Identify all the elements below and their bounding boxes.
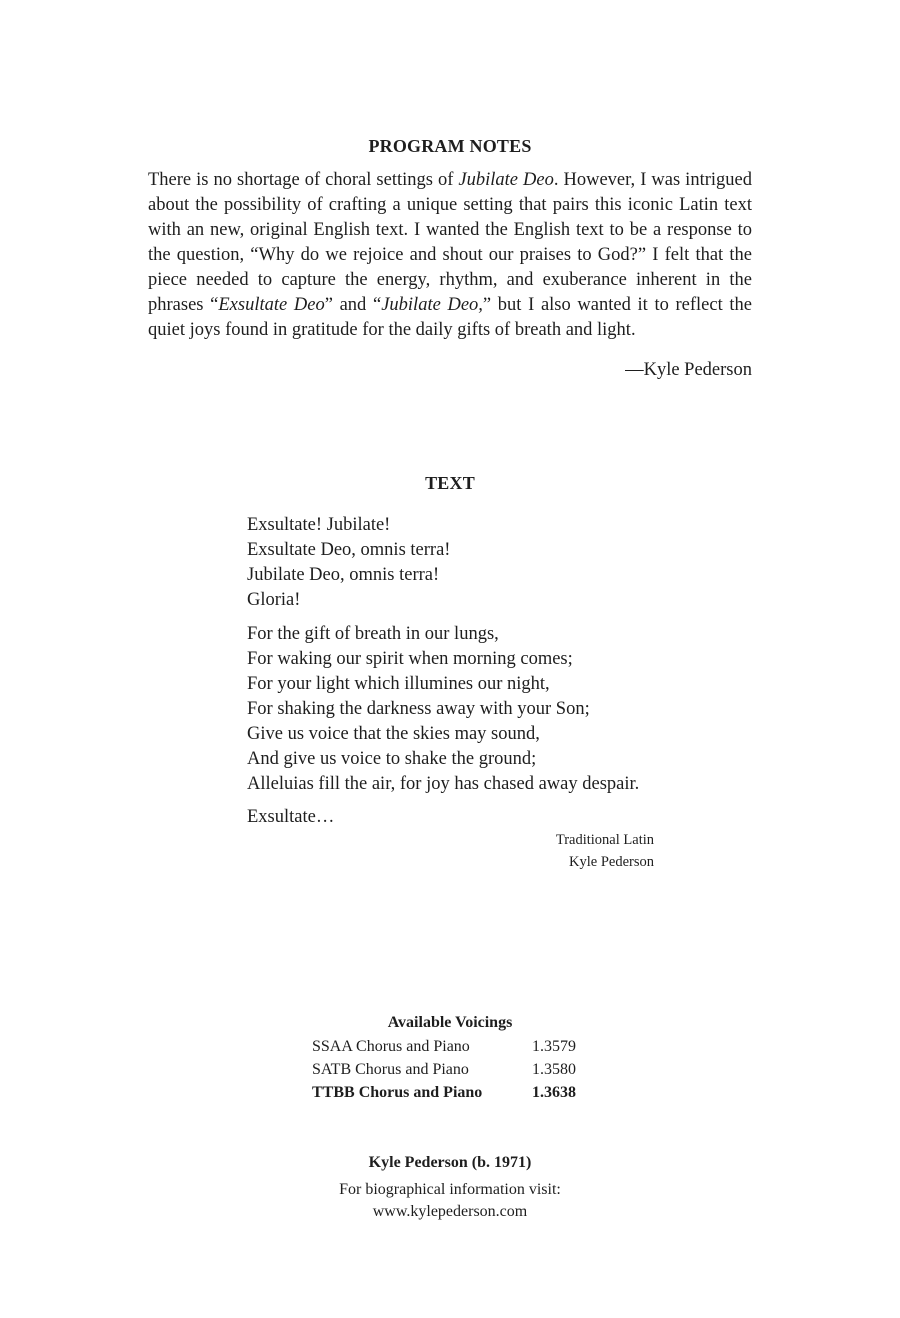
voicing-row (0, 1084, 900, 1107)
italic-title: Jubilate Deo (458, 170, 554, 190)
poem-line: Give us voice that the skies may sound, (247, 724, 540, 744)
voicing-catalog-number: 1.3638 (532, 1084, 576, 1101)
credit-line: Kyle Pederson (569, 854, 654, 870)
voicing-catalog-number: 1.3579 (532, 1038, 576, 1055)
voicings-title: Available Voicings (387, 1014, 513, 1031)
poem-line: Exsultate! Jubilate! (247, 515, 391, 535)
program-notes-line (148, 168, 752, 193)
poem-line: Exsultate… (247, 807, 335, 827)
poem-line: For shaking the darkness away with your Son; (247, 699, 590, 719)
voicing-name: TTBB Chorus and Piano (312, 1084, 483, 1101)
poem-stanza-2 (247, 622, 667, 797)
notes-text: about the possibility of crafting a unique setting that pairs this iconic Latin text (148, 195, 752, 215)
italic-title: Exsultate Deo (218, 295, 325, 315)
poem-line: And give us voice to shake the ground; (247, 749, 537, 769)
voicing-row (0, 1038, 900, 1061)
program-notes-line (148, 268, 752, 293)
available-voicings (0, 1014, 900, 1107)
voicings-list (0, 1038, 900, 1107)
notes-text: with an new, original English text. I wanted the English text to be a response to (148, 220, 752, 240)
program-notes-line (148, 193, 752, 218)
notes-text: quiet joys found in gratitude for the daily gifts of breath and light. (148, 320, 636, 340)
composer-bio-line: For biographical information visit: (339, 1181, 561, 1198)
program-notes-line (148, 293, 752, 318)
poem-stanza-3 (247, 805, 667, 830)
program-notes-body (148, 168, 752, 343)
poem-line: For waking our spirit when morning comes; (247, 649, 573, 669)
notes-text: . However, I was intrigued (553, 170, 752, 190)
notes-text: piece needed to capture the energy, rhythm, and exuberance inherent in the (148, 270, 752, 290)
poem-line: For the gift of breath in our lungs, (247, 624, 499, 644)
notes-text: There is no shortage of choral settings of (148, 170, 459, 190)
notes-text: ” and “ (324, 295, 382, 315)
poem-line: Jubilate Deo, omnis terra! (247, 565, 440, 585)
voicing-name: SATB Chorus and Piano (312, 1061, 469, 1078)
poem-line: Alleluias fill the air, for joy has chased away despair. (247, 774, 640, 794)
notes-text: the question, “Why do we rejoice and shout our praises to God?” I felt that the (148, 245, 752, 265)
poem-stanza-1 (247, 513, 667, 613)
composer-website-link[interactable]: www.kylepederson.com (372, 1203, 528, 1220)
program-notes-attribution: —Kyle Pederson (625, 360, 752, 380)
program-notes-line (148, 243, 752, 268)
program-notes-heading: PROGRAM NOTES (368, 136, 532, 156)
voicing-name: SSAA Chorus and Piano (312, 1038, 470, 1055)
poem-line: Exsultate Deo, omnis terra! (247, 540, 451, 560)
text-credits (556, 829, 654, 873)
text-heading: TEXT (425, 473, 475, 493)
voicing-catalog-number: 1.3580 (532, 1061, 576, 1078)
composer-name: Kyle Pederson (b. 1971) (368, 1154, 532, 1171)
notes-text: ” but I also wanted it to reflect the (482, 295, 753, 315)
poem-line: For your light which illumines our night, (247, 674, 550, 694)
program-notes-line (148, 318, 752, 343)
credit-line: Traditional Latin (555, 832, 654, 848)
voicing-row (0, 1061, 900, 1084)
composer-info (0, 1154, 900, 1223)
notes-text: phrases “ (148, 295, 219, 315)
italic-title: Jubilate Deo, (381, 295, 483, 315)
program-notes-line (148, 218, 752, 243)
poem-line: Gloria! (247, 590, 301, 610)
